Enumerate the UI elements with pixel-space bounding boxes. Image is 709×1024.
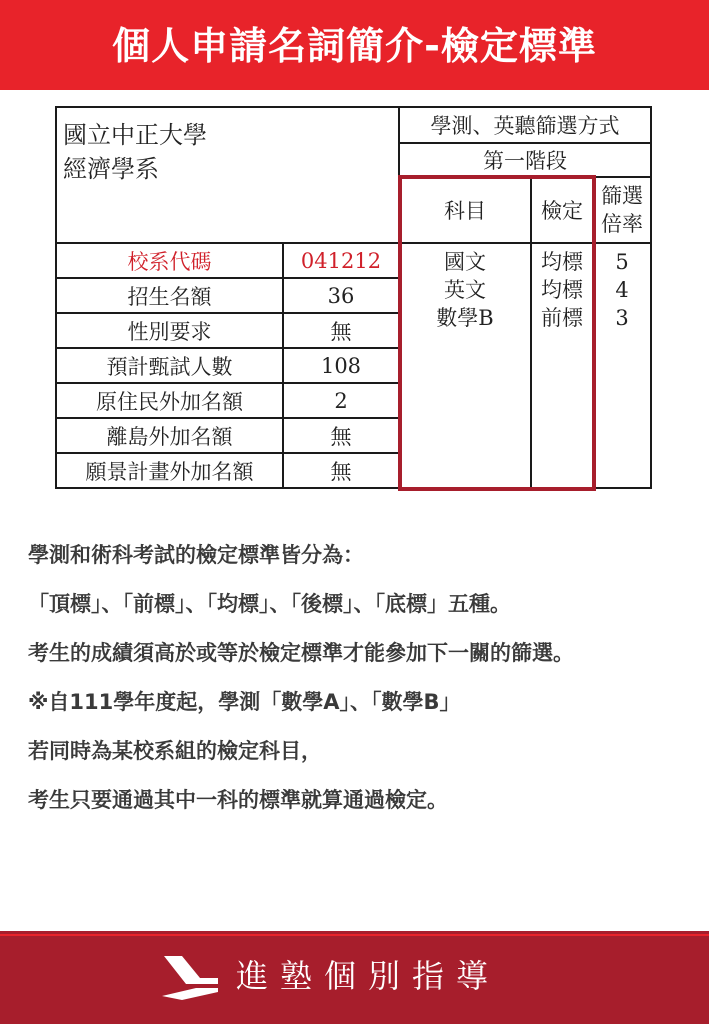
brand-logo-icon: [160, 952, 220, 1002]
row-label-indigenous-quota: 原住民外加名額: [56, 383, 283, 418]
row-value-indigenous-quota: 2: [283, 383, 399, 418]
subject-item: 英文: [444, 278, 486, 302]
subjects-cell: [399, 243, 531, 488]
paragraph-5: 若同時為某校系組的檢定科目，: [28, 739, 322, 763]
row-label-island-quota: 離島外加名額: [56, 418, 283, 453]
standard-item: 均標: [541, 278, 583, 302]
row-value-island-quota: 無: [283, 418, 399, 453]
paragraph-6: 考生只要通過其中一科的標準就算通過檢定。: [28, 788, 448, 812]
paragraph-1: 學測和術科考試的檢定標準皆分為：: [28, 543, 364, 567]
subject-column-header: 科目: [399, 177, 531, 243]
footer-accent-line: [0, 934, 709, 936]
exam-header: 學測、英聽篩選方式: [399, 107, 651, 143]
standard-item: 均標: [541, 250, 583, 274]
stage-header: 第一階段: [399, 143, 651, 177]
paragraph-2: 「頂標」、「前標」、「均標」、「後標」、「底標」五種。: [28, 592, 511, 616]
standards-cell: [531, 243, 593, 488]
row-value-expected-applicants: 108: [283, 348, 399, 383]
row-value-dept-code: 041212: [283, 243, 399, 278]
row-label-quota: 招生名額: [56, 278, 283, 313]
department-name: 經濟學系: [63, 155, 159, 183]
row-label-dept-code: 校系代碼: [56, 243, 283, 278]
brand-name: 進塾個別指導: [236, 957, 501, 995]
row-value-quota: 36: [283, 278, 399, 313]
page-title: 個人申請名詞簡介-檢定標準: [112, 24, 597, 68]
subject-item: 數學B: [436, 306, 494, 330]
standard-item: 前標: [541, 306, 583, 330]
paragraph-3: 考生的成績須高於或等於檢定標準才能參加下一關的篩選。: [28, 641, 574, 665]
school-name: 國立中正大學: [63, 121, 207, 149]
row-label-expected-applicants: 預計甄試人數: [56, 348, 283, 383]
subject-item: 國文: [444, 250, 486, 274]
multiplier-header-line-2: 倍率: [601, 212, 643, 236]
school-department-cell: [56, 107, 399, 243]
standard-column-header: 檢定: [531, 177, 593, 243]
multiplier-header-line-1: 篩選: [601, 184, 643, 208]
multiplier-column-header: [593, 177, 651, 243]
multiplier-item: 5: [615, 250, 629, 274]
explanation-text: [28, 536, 703, 830]
paragraph-4: ※自111學年度起，學測「數學A」、「數學B」: [28, 690, 461, 714]
admission-info-table: [55, 106, 652, 489]
multiplier-item: 4: [615, 278, 629, 302]
multiplier-item: 3: [615, 306, 629, 330]
row-value-gender: 無: [283, 313, 399, 348]
row-label-vision-quota: 願景計畫外加名額: [56, 453, 283, 488]
row-label-gender: 性別要求: [56, 313, 283, 348]
multipliers-cell: [593, 243, 651, 488]
row-value-vision-quota: 無: [283, 453, 399, 488]
